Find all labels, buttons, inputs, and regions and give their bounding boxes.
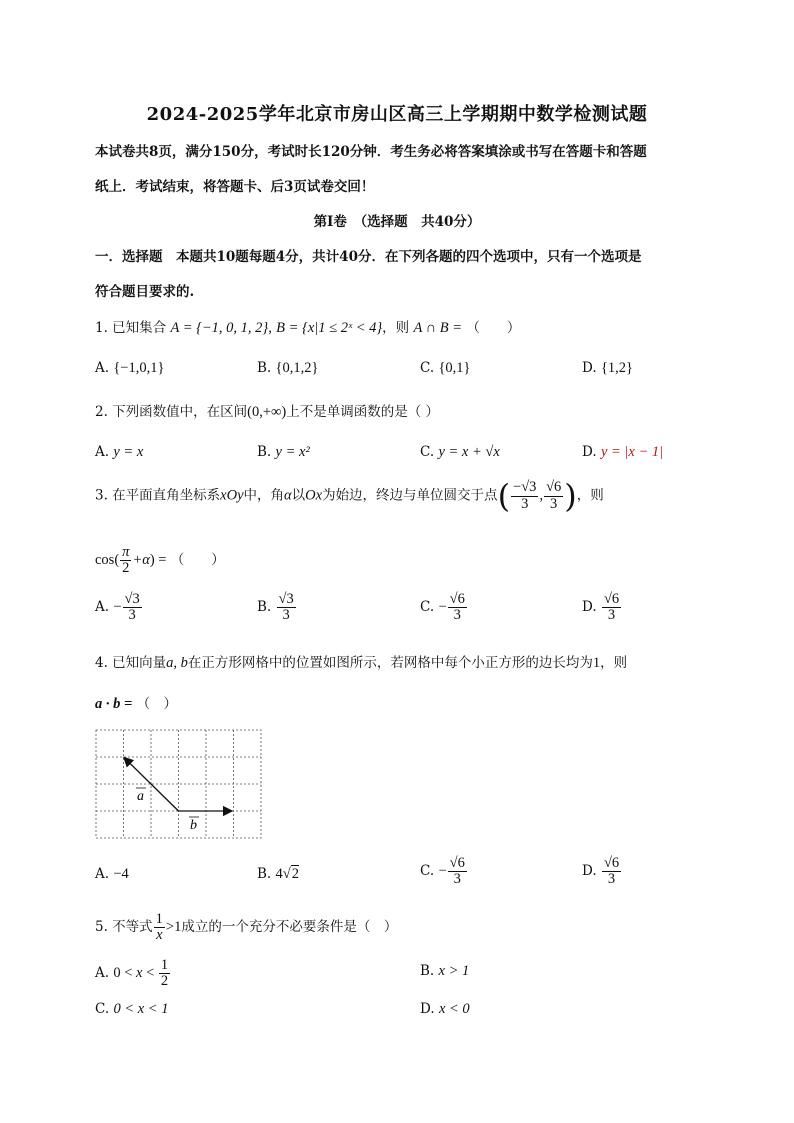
q4-option-c[interactable]: C. − $\frac{√6}{3}$ xyxy=(420,855,465,888)
q3-option-c[interactable]: C. − $\frac{√6}{3}$ xyxy=(420,591,465,624)
option-value: x > 1 xyxy=(438,963,470,979)
option-letter: B. xyxy=(257,444,272,460)
point-x-fraction: $\frac{-√3}{3}$ xyxy=(513,479,537,512)
vectors-ab: a, b xyxy=(166,655,188,671)
q4-option-a[interactable] xyxy=(95,866,129,883)
part-instruction-line-1: 一．选择题 本题共10题每题4分，共计40分．在下列各题的四个选项中，只有一个选项是 xyxy=(95,249,642,265)
q1-option-c[interactable] xyxy=(420,360,470,377)
set-b-definition: B = {x|1 ≤ 2ˣ < 4} xyxy=(276,320,383,336)
vector-grid-figure xyxy=(95,729,263,841)
q3-option-a[interactable]: A. − $\frac{√3}{3}$ xyxy=(95,591,140,624)
option-value: y = x + √x xyxy=(438,444,500,460)
part-instruction-line-2: 符合题目要求的. xyxy=(95,284,195,300)
q2-option-d[interactable] xyxy=(582,444,663,461)
answer-blank: （ ） xyxy=(466,320,521,336)
option-letter: C. xyxy=(420,863,435,880)
option-value: 0 < x < 1 xyxy=(113,1001,169,1017)
option-value: y = x xyxy=(113,444,144,460)
q3-option-d[interactable]: D. $\frac{√6}{3}$ xyxy=(582,591,620,624)
section-heading: 第Ⅰ卷 （选择题 共40分） xyxy=(313,214,481,230)
question-1-then: ，则 xyxy=(382,320,410,336)
exam-intro-line-1: 本试卷共8页，满分150分，考试时长120分钟．考生务必将答案填涂或书写在答题卡和答题 xyxy=(95,144,647,160)
q5-option-a[interactable]: A. 0 < x < $\frac{1}{2}$ xyxy=(95,957,169,990)
angle-alpha: α xyxy=(284,487,292,504)
exam-intro-line-2: 纸上．考试结束，将答题卡、后3页试卷交回！ xyxy=(95,179,375,195)
option-value: {1,2} xyxy=(600,360,633,376)
option-letter: A. xyxy=(95,444,110,460)
option-letter: A. xyxy=(95,866,110,882)
option-value: x < 0 xyxy=(438,1001,470,1017)
q2-option-b[interactable] xyxy=(257,444,310,461)
text-fragment: ，则 xyxy=(576,487,604,504)
question-2-tail: 上不是单调函数的是（ ） xyxy=(286,404,440,420)
question-2-prefix: 2. 下列函数值中，在区间 xyxy=(95,404,248,420)
grid-lines xyxy=(96,730,261,838)
dot-product-expression: a · b = xyxy=(95,696,133,712)
axis-ox: Ox xyxy=(305,487,323,504)
option-letter: D. xyxy=(582,360,597,376)
option-letter: D. xyxy=(582,863,597,880)
q3-option-b[interactable]: B. $\frac{√3}{3}$ xyxy=(257,591,294,624)
set-a-definition: A = {−1, 0, 1, 2} xyxy=(170,320,269,336)
question-5-tail: 成立的一个充分不必要条件是（ ） xyxy=(181,919,398,936)
q2-option-c[interactable] xyxy=(420,444,500,461)
option-value: y = x² xyxy=(275,444,310,460)
answer-blank: （ ） xyxy=(170,552,225,569)
vector-a-label: a xyxy=(137,789,144,804)
vector-b-label: b xyxy=(190,818,197,833)
point-y-fraction: $\frac{√6}{3}$ xyxy=(546,479,562,512)
question-2-stem xyxy=(95,400,439,421)
question-4-expression xyxy=(95,692,177,713)
interval: (0,+∞) xyxy=(247,404,287,420)
question-1-stem: 1. 已知集合 A = {−1, 0, 1, 2}, B = {x|1 ≤ 2ˣ < 4}，则 A ∩ B = （ ） xyxy=(95,320,521,336)
question-3-stem: 3. 在平面直角坐标系xOy中，角α以Ox为始边，终边与单位圆交于点( $\frac{-√3}{3}$ , $\frac{√6}{3}$ )，则 xyxy=(95,477,604,515)
option-letter: D. xyxy=(582,599,597,616)
option-letter: B. xyxy=(257,360,272,376)
option-letter: D. xyxy=(420,1001,435,1017)
option-letter: C. xyxy=(95,1001,110,1017)
page-title: 2024-2025学年北京市房山区高三上学期期中数学检测试题 xyxy=(146,104,648,125)
option-value: {−1,0,1} xyxy=(113,360,165,376)
q5-option-c[interactable] xyxy=(95,1001,168,1018)
option-letter: C. xyxy=(420,444,435,460)
intersection-expression: A ∩ B = xyxy=(413,320,463,336)
question-3-expression: cos( $\frac{\pi}{2}$ +α) = （ ） xyxy=(95,544,225,577)
option-letter: A. xyxy=(95,360,110,376)
coordinate-system: xOy xyxy=(220,487,244,504)
option-value: −4 xyxy=(113,866,129,882)
text-fragment: 在正方形网格中的位置如图所示，若网格中每个小正方形的边长均为 xyxy=(187,655,593,671)
question-5-stem: 5. 不等式 $\frac{1}{x}$ >1成立的一个充分不必要条件是（ ） xyxy=(95,911,398,944)
option-letter: C. xyxy=(420,360,435,376)
q2-option-a[interactable] xyxy=(95,444,143,461)
text-fragment: 以 xyxy=(291,487,306,504)
side-length: 1 xyxy=(592,655,601,671)
option-letter: B. xyxy=(257,599,272,616)
q1-option-a[interactable] xyxy=(95,360,164,377)
q4-option-d[interactable]: D. $\frac{√6}{3}$ xyxy=(582,855,620,888)
text-fragment: ，则 xyxy=(600,655,628,671)
option-letter: A. xyxy=(95,599,110,616)
question-1-prefix: 1. 已知集合 xyxy=(95,320,167,336)
question-4-stem xyxy=(95,651,627,672)
answer-blank: （ ） xyxy=(136,696,178,712)
q5-option-b[interactable] xyxy=(420,963,469,980)
q5-option-d[interactable] xyxy=(420,1001,470,1018)
text-fragment: 为始边，终边与单位圆交于点 xyxy=(322,487,498,504)
q4-option-b[interactable]: B. 4√2 xyxy=(257,866,299,882)
option-letter: A. xyxy=(95,965,110,982)
option-letter: C. xyxy=(420,599,435,616)
question-3-prefix: 3. 在平面直角坐标系 xyxy=(95,487,221,504)
option-letter: B. xyxy=(420,963,435,979)
q1-option-d[interactable] xyxy=(582,360,633,377)
question-4-prefix: 4. 已知向量 xyxy=(95,655,167,671)
question-5-prefix: 5. 不等式 xyxy=(95,919,153,936)
option-value: y = |x − 1| xyxy=(600,444,664,460)
option-letter: D. xyxy=(582,444,597,460)
option-value: {0,1,2} xyxy=(275,360,319,376)
text-fragment: 中，角 xyxy=(243,487,285,504)
q1-option-b[interactable] xyxy=(257,360,318,377)
option-letter: B. xyxy=(257,866,272,882)
option-value: {0,1} xyxy=(438,360,471,376)
